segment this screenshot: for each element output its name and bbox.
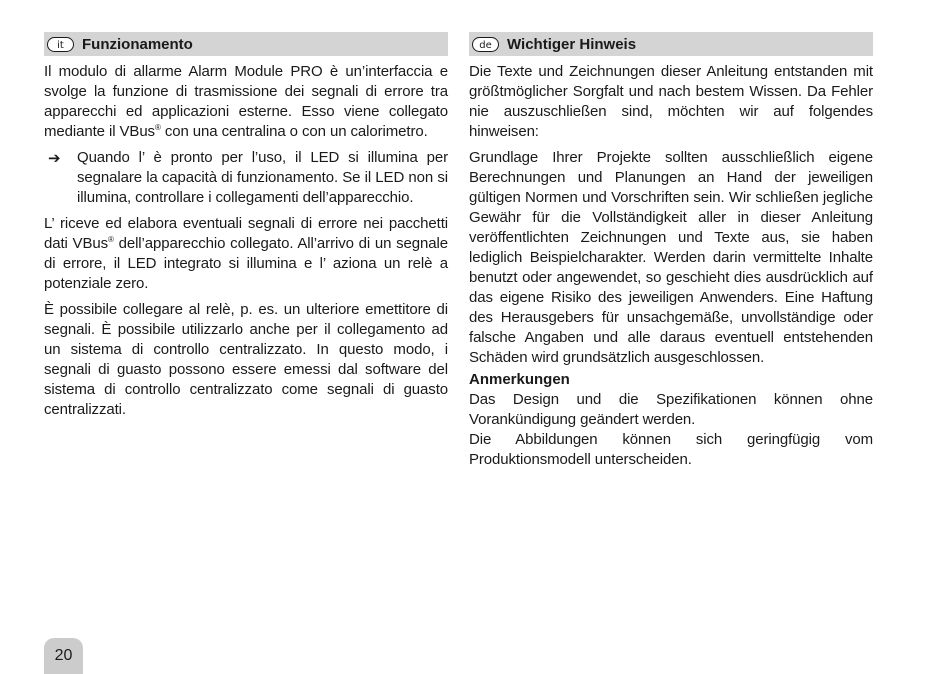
language-badge-de: de: [472, 37, 499, 52]
german-paragraph-3: Das Design und die Spezifikationen können ohne Vorankündigung geändert werden.: [469, 391, 873, 428]
arrow-right-icon: ➔: [48, 149, 61, 167]
italian-section-header: [44, 32, 448, 56]
italian-note-text: Quando l’ è pronto per l’uso, il LED si illumina per segnalare la capacità di funzionamento. Se il LED non si illumina, controllare i collegamenti dell’apparecchio.: [77, 149, 448, 206]
italian-paragraph-1: Il modulo di allarme Alarm Module PRO è un’interfaccia e svolge la funzione di trasmissione dei segnali di errore tra apparecchi ed applicazioni esterne. Esso viene collegato mediante il VBus® con una centralina o con un calorimetro.: [44, 63, 448, 140]
italian-paragraph-2: L’ riceve ed elabora eventuali segnali di errore nei pacchetti dati VBus® dell’apparecchio collegato. All’arrivo di un segnale di errore, il LED integrato si illumina e l’ aziona un relè a potenziale zero.: [44, 215, 448, 292]
italian-column: [44, 32, 448, 420]
german-paragraph-2: Grundlage Ihrer Projekte sollten ausschließlich eigene Berechnungen und Planungen an Hand der jeweiligen gültigen Normen und Vorschriften sein. Wir schließen jegliche Gewähr für die Vollständigkeit aller in dieser Anleitung veröffentlichten Zeichnungen und Texte aus, sie haben lediglich Beispielcharakter. Werden darin vermittelte Inhalte benutzt oder angewendet, so geschieht dies ausdrücklich auf das eigene Risiko des jeweiligen Anwenders. Eine Haftung des Herausgebers für unsachgemäße, unvollständige oder falsche Angaben und alle daraus eventuell entstehenden Schäden wird grundsätzlich ausgeschlossen.: [469, 149, 873, 366]
german-paragraph-4: Die Abbildungen können sich geringfügig vom Produktionsmodell unterscheiden.: [469, 431, 873, 468]
german-subheading-anmerkungen: Anmerkungen: [469, 371, 570, 388]
page-number: 20: [44, 638, 83, 674]
german-column: [469, 32, 873, 470]
registered-mark: ®: [154, 123, 161, 132]
language-badge-it: it: [47, 37, 74, 52]
registered-mark: ®: [108, 235, 114, 244]
italian-note: [44, 148, 448, 208]
section-title-wichtiger-hinweis: Wichtiger Hinweis: [507, 35, 637, 53]
german-paragraph-1: Die Texte und Zeichnungen dieser Anleitung entstanden mit größtmöglicher Sorgfalt und nach bestem Wissen. Da Fehler nie auszuschließen sind, möchten wir auf folgendes hinweisen:: [469, 63, 873, 140]
german-section-header: [469, 32, 873, 56]
section-title-funzionamento: Funzionamento: [82, 35, 193, 53]
italian-paragraph-3: È possibile collegare al relè, p. es. un ulteriore emettitore di segnali. È possibile utilizzarlo anche per il collegamento ad un sistema di controllo centralizzato. In questo modo, i segnali di guasto possono essere emessi dal software del sistema di controllo centralizzato come segnali di guasto centralizzati.: [44, 301, 448, 418]
